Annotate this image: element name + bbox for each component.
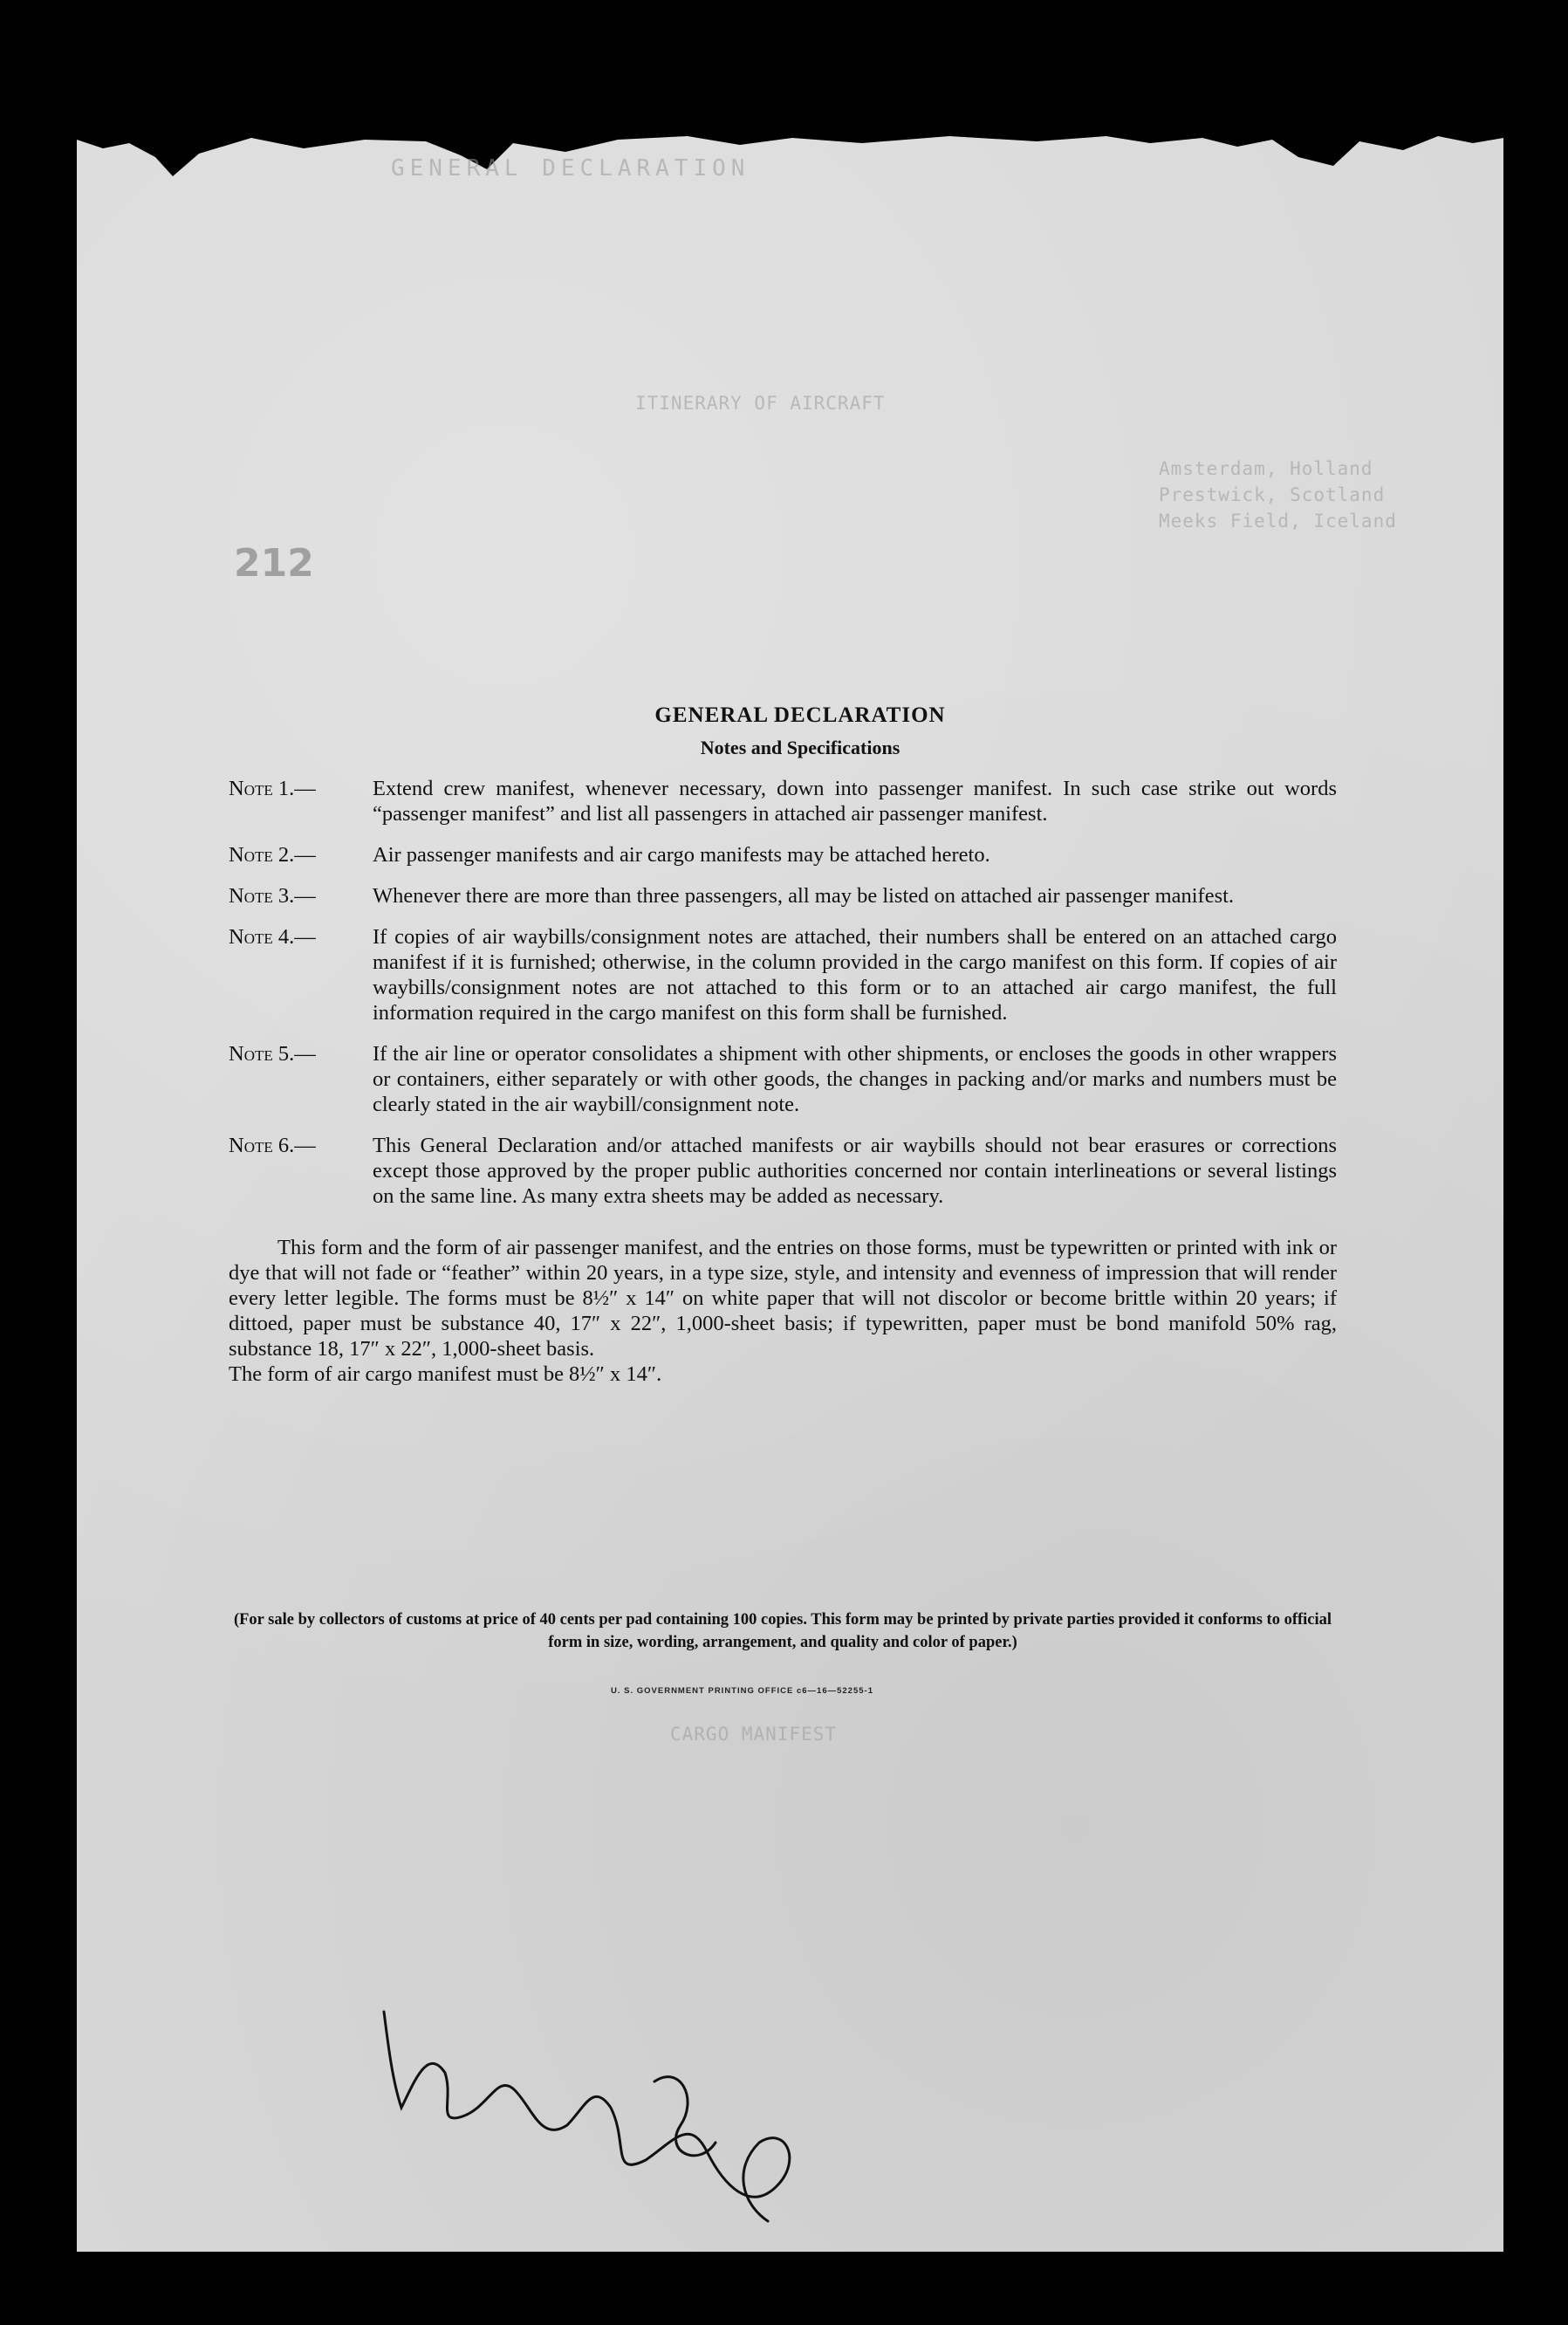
page-title: GENERAL DECLARATION <box>654 703 946 727</box>
torn-top-edge <box>77 131 1503 183</box>
note-1 <box>229 776 1337 826</box>
bleed-place-2: Prestwick, Scotland <box>1159 484 1386 505</box>
bleed-stamp: 212 <box>234 541 314 586</box>
note-text: This General Declaration and/or attached manifests or air waybills should not bear erasures or corrections except those approved by the proper public authorities concerned nor contain interlineations or several listings on the same line. As many extra sheets may be added as necessary. <box>373 1134 1337 1208</box>
note-label: Note 6.— <box>229 1134 316 1157</box>
note-3 <box>229 883 1337 909</box>
note-text: Air passenger manifests and air cargo manifests may be attached hereto. <box>373 843 990 867</box>
bleed-place-3: Meeks Field, Iceland <box>1159 511 1397 532</box>
note-label: Note 1.— <box>229 777 316 800</box>
bleed-cargo: CARGO MANIFEST <box>670 1724 838 1745</box>
note-text: Whenever there are more than three passengers, all may be listed on attached air passenger manifest. <box>373 884 1235 908</box>
bleed-itinerary: ITINERARY OF AIRCRAFT <box>635 393 886 414</box>
note-label: Note 4.— <box>229 925 316 949</box>
note-4 <box>229 924 1337 1025</box>
note-label: Note 5.— <box>229 1042 316 1066</box>
sale-note: (For sale by collectors of customs at price of 40 cents per pad containing 100 copies. This form may be printed by private parties provided it conforms to official form in size, wording, arrangement, and quality and color of paper.) <box>233 1611 1332 1651</box>
bleed-header: GENERAL DECLARATION <box>391 155 750 182</box>
note-6 <box>229 1133 1337 1209</box>
declaration-content <box>229 703 1337 1387</box>
printer-imprint: U. S. GOVERNMENT PRINTING OFFICE c6—16—52255-1 <box>611 1686 873 1696</box>
note-text: Extend crew manifest, whenever necessary, down into passenger manifest. In such case strike out words “passenger manifest” and list all passengers in attached air passenger manifest. <box>373 777 1337 826</box>
bleed-place-1: Amsterdam, Holland <box>1159 458 1373 479</box>
note-text: If copies of air waybills/consignment notes are attached, their numbers shall be entered on an attached cargo manifest if it is furnished; otherwise, in the column provided in the cargo manifest on this form. If copies of air waybills/consignment notes are not attached to this form or to an attached air cargo manifest, the full information required in the cargo manifest on this form shall be furnished. <box>373 925 1337 1025</box>
cargo-manifest-size-note: The form of air cargo manifest must be 8½″ x 14″. <box>229 1362 662 1386</box>
note-5 <box>229 1041 1337 1117</box>
handwritten-signature <box>366 1977 820 2230</box>
note-label: Note 2.— <box>229 843 316 867</box>
note-label: Note 3.— <box>229 884 316 908</box>
specifications-paragraph: This form and the form of air passenger manifest, and the entries on those forms, must be typewritten or printed with ink or dye that will not fade or “feather” within 20 years, in a type size, style, and intensity and evenness of impression that will render every letter legible. The forms must be 8½″ x 14″ on white paper that will not discolor or become brittle within 20 years; if dittoed, paper must be substance 40, 17″ x 22″, 1,000-sheet basis; if typewritten, paper must be bond manifold 50% rag, substance 18, 17″ x 22″, 1,000-sheet basis. <box>229 1236 1337 1361</box>
note-text: If the air line or operator consolidates a shipment with other shipments, or encloses the goods in other wrappers or containers, either separately or with other goods, the changes in packing and/or marks and numbers must be clearly stated in the air waybill/consignment note. <box>373 1042 1337 1116</box>
note-2 <box>229 842 1337 868</box>
page-subtitle: Notes and Specifications <box>700 737 900 758</box>
